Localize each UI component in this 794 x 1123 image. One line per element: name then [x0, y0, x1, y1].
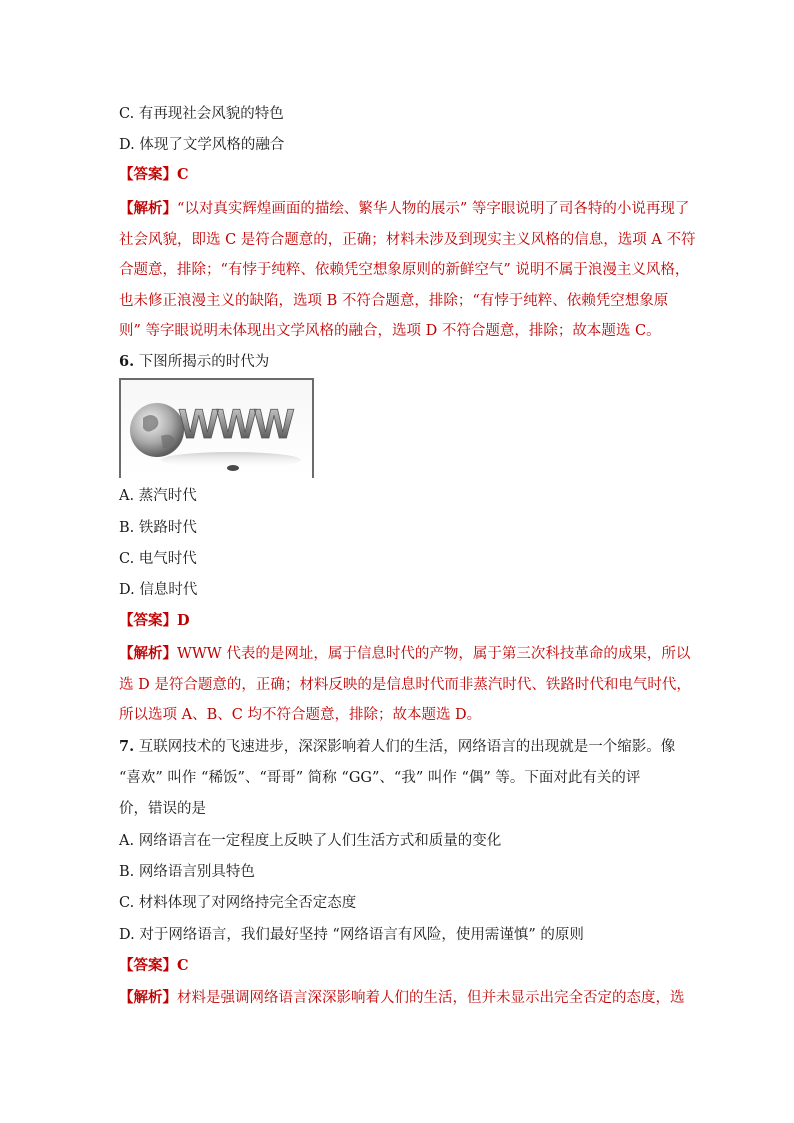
analysis-tag: 【解析】 [119, 645, 177, 662]
q7-stem-line: 价，错误的是 [119, 801, 206, 817]
q5-option-d: D. 体现了文学风格的融合 [119, 137, 285, 153]
q7-option-a: A. 网络语言在一定程度上反映了人们生活方式和质量的变化 [119, 833, 502, 849]
q7-stem-line [119, 737, 679, 757]
q6-option-c: C. 电气时代 [119, 551, 197, 567]
www-figure [119, 378, 314, 478]
q6-option-d: D. 信息时代 [119, 582, 198, 598]
q5-analysis-line: 也未修正浪漫主义的缺陷，选项 B 不符合题意，排除；“有悖于纯粹、依赖凭空想象原 [119, 293, 669, 309]
q5-analysis-line [119, 199, 690, 219]
q6-option-b: B. 铁路时代 [119, 520, 197, 536]
q6-analysis-line: 所以选项 A、B、C 均不符合题意，排除；故本题选 D。 [119, 707, 482, 723]
answer-value: D [177, 612, 190, 629]
q7-option-d: D. 对于网络语言，我们最好坚持 “网络语言有风险，使用需谨慎” 的原则 [119, 927, 584, 943]
answer-tag: 【答案】 [119, 166, 177, 183]
question-number: 7. [119, 738, 135, 755]
q6-option-a: A. 蒸汽时代 [119, 488, 197, 504]
q5-analysis-line: 社会风貌，即选 C 是符合题意的，正确；材料未涉及到现实主义风格的信息，选项 A 不符 [119, 232, 696, 248]
answer-value: C [177, 166, 189, 183]
answer-value: C [177, 957, 189, 974]
analysis-tag: 【解析】 [119, 989, 177, 1006]
q5-answer [119, 165, 679, 185]
q7-option-b: B. 网络语言别具特色 [119, 864, 255, 880]
analysis-text: WWW 代表的是网址，属于信息时代的产物，属于第三次科技革命的成果，所以 [177, 646, 691, 662]
q7-stem-line: “喜欢” 叫作 “稀饭”、“哥哥” 简称 “GG”、“我” 叫作 “偶” 等。下面对此有关的评 [119, 770, 641, 786]
q6-analysis-line [119, 644, 691, 664]
q6-analysis-line: 选 D 是符合题意的，正确；材料反映的是信息时代而非蒸汽时代、铁路时代和电气时代， [119, 677, 691, 693]
question-stem: 下图所揭示的时代为 [138, 354, 270, 370]
q5-option-c: C. 有再现社会风貌的特色 [119, 106, 284, 122]
answer-tag: 【答案】 [119, 612, 177, 629]
q7-analysis-line [119, 988, 685, 1008]
q6-answer [119, 611, 679, 631]
q7-option-c: C. 材料体现了对网络持完全否定态度 [119, 895, 357, 911]
q5-analysis-line: 合题意，排除；“有悖于纯粹、依赖凭空想象原则的新鲜空气” 说明不属于浪漫主义风格， [119, 262, 690, 278]
q6-stem [119, 352, 679, 372]
answer-tag: 【答案】 [119, 957, 177, 974]
question-number: 6. [119, 353, 135, 370]
globe-www-illustration [121, 380, 312, 478]
globe-icon [130, 403, 184, 457]
q5-analysis-line: 则” 等字眼说明未体现出文学风格的融合，选项 D 不符合题意，排除；故本题选 C。 [119, 323, 661, 339]
q7-answer [119, 956, 679, 976]
www-text: WWW [179, 400, 292, 447]
analysis-text: “以对真实辉煌画面的描绘、繁华人物的展示” 等字眼说明了司各特的小说再现了 [177, 201, 690, 217]
question-stem: 互联网技术的飞速进步，深深影响着人们的生活，网络语言的出现就是一个缩影。像 [138, 739, 676, 755]
analysis-tag: 【解析】 [119, 200, 177, 217]
analysis-text: 材料是强调网络语言深深影响着人们的生活，但并未显示出完全否定的态度，选 [177, 990, 685, 1006]
